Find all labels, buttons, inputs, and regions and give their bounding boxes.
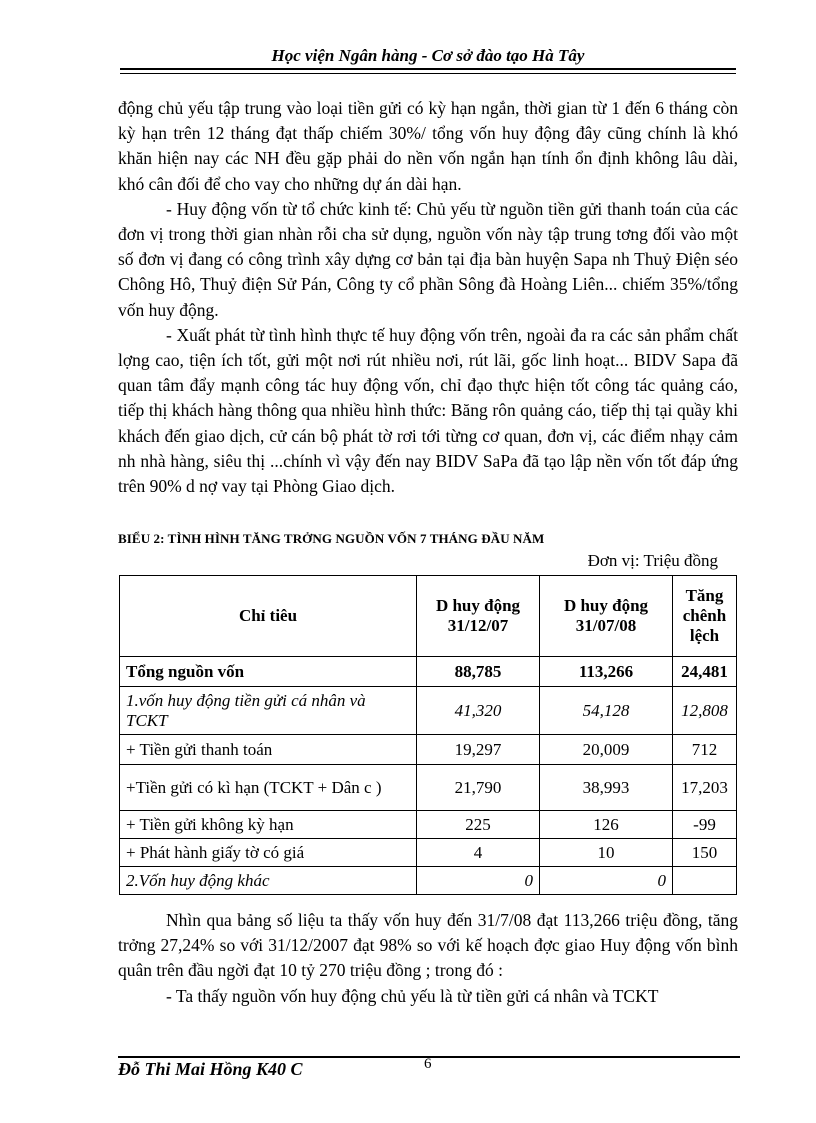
row-label: Tổng nguồn vốn [120, 657, 417, 687]
footer-author: Đỗ Thi Mai Hồng K40 C [118, 1059, 303, 1079]
paragraph: Nhìn qua bảng số liệu ta thấy vốn huy đến 31/7/08 đạt 113,266 triệu đồng, tăng trởng 27,24% so với 31/12/2007 đạt 98% so với kế hoạch đợc giao Huy động vốn bình quân trên đầu ngời đạt 10 tỷ 270 triệu đồng ; trong đó : [118, 910, 738, 981]
table-row [120, 687, 737, 735]
table-row [120, 839, 737, 867]
cell-value: 19,297 [417, 735, 540, 765]
cell-value: -99 [673, 811, 737, 839]
paragraph: - Huy động vốn từ tổ chức kinh tế: Chủ yếu từ nguồn tiền gửi thanh toán của các đơn vị trong thời gian nhàn rỗi cha sử dụng, nguồn vốn này tập trung tơng đối vào một số đơn vị đang có công trình xây dựng cơ bản tại địa bàn huyện Sapa nh Thuỷ Điện séo Chông Hô, Thuỷ điện Sử Pán, Công ty cổ phần Sông đà Hoàng Liên... chiếm 35%/tổng vốn huy động. [118, 198, 738, 320]
cell-value: 20,009 [540, 735, 673, 765]
paragraph: - Xuất phát từ tình hình thực tế huy động vốn trên, ngoài đa ra các sản phẩm chất lợng cao, tiện ích tốt, gửi một nơi rút nhiều nơi, rút lãi, gốc linh hoạt... BIDV Sapa đã quan tâm đẩy mạnh công tác huy động vốn, chỉ đạo thực hiện tốt công tác quảng cáo, tiếp thị khách hàng thông qua nhiều hình thức: Băng rôn quảng cáo, tiếp thị tại quầy khi khách đến giao dịch, cử cán bộ phát tờ rơi tới từng cơ quan, đơn vị, các điểm nhạy cảm nh nhà hàng, siêu thị ...chính vì vậy đến nay BIDV SaPa đã tạo lập nền vốn tốt đáp ứng trên 90% d nợ vay tại Phòng Giao dịch. [118, 324, 738, 497]
cell-value: 225 [417, 811, 540, 839]
data-table [119, 575, 737, 895]
cell-value: 41,320 [417, 687, 540, 735]
cell-value: 126 [540, 811, 673, 839]
cell-value: 24,481 [673, 657, 737, 687]
body-text [118, 96, 738, 499]
page-header-title: Học viện Ngân hàng - Cơ sở đào tạo Hà Tây [271, 46, 585, 65]
cell-value: 150 [673, 839, 737, 867]
cell-value: 21,790 [417, 765, 540, 811]
paragraph: - Ta thấy nguồn vốn huy động chủ yếu là từ tiền gửi cá nhân và TCKT [166, 985, 659, 1006]
paragraph: động chủ yếu tập trung vào loại tiền gửi có kỳ hạn ngắn, thời gian từ 1 đến 6 tháng còn kỳ hạn trên 12 tháng đạt thấp chiếm 30%/ tổng vốn huy động đây cũng chính là khó khăn hiện nay các NH đều gặp phải do nền vốn ngắn hạn tính ổn định không lâu dài, khó cân đối để cho vay cho những dự án dài hạn. [118, 98, 738, 194]
table-row [120, 867, 737, 895]
cell-value [673, 867, 737, 895]
row-label: + Tiền gửi không kỳ hạn [120, 811, 417, 839]
table-row [120, 811, 737, 839]
header-rule-thin [120, 73, 736, 74]
cell-value: 712 [673, 735, 737, 765]
column-header: Chỉ tiêu [120, 576, 417, 657]
page-number: 6 [424, 1056, 432, 1072]
column-header: D huy động 31/07/08 [540, 576, 673, 657]
row-label: 2.Vốn huy động khác [120, 867, 417, 895]
cell-value: 12,808 [673, 687, 737, 735]
column-header: Tăng chênh lệch [673, 576, 737, 657]
cell-value: 0 [417, 867, 540, 895]
table-row [120, 735, 737, 765]
cell-value: 17,203 [673, 765, 737, 811]
row-label: 1.vốn huy động tiền gửi cá nhân và TCKT [120, 687, 417, 735]
table-header-row [120, 576, 737, 657]
table-row [120, 765, 737, 811]
table-title: BIỂU 2: TÌNH HÌNH TĂNG TRỞNG NGUỒN VỐN 7 THÁNG ĐẦU NĂM [118, 531, 545, 546]
row-label: + Phát hành giấy tờ có giá [120, 839, 417, 867]
cell-value: 4 [417, 839, 540, 867]
cell-value: 0 [540, 867, 673, 895]
cell-value: 10 [540, 839, 673, 867]
row-label: +Tiền gửi có kì hạn (TCKT + Dân c ) [120, 765, 417, 811]
cell-value: 54,128 [540, 687, 673, 735]
column-header: D huy động 31/12/07 [417, 576, 540, 657]
table-row [120, 657, 737, 687]
cell-value: 113,266 [540, 657, 673, 687]
cell-value: 38,993 [540, 765, 673, 811]
cell-value: 88,785 [417, 657, 540, 687]
row-label: + Tiền gửi thanh toán [120, 735, 417, 765]
body-text-after-table [118, 908, 738, 1009]
table-unit: Đơn vị: Triệu đồng [587, 551, 718, 570]
header-rule [120, 68, 736, 70]
